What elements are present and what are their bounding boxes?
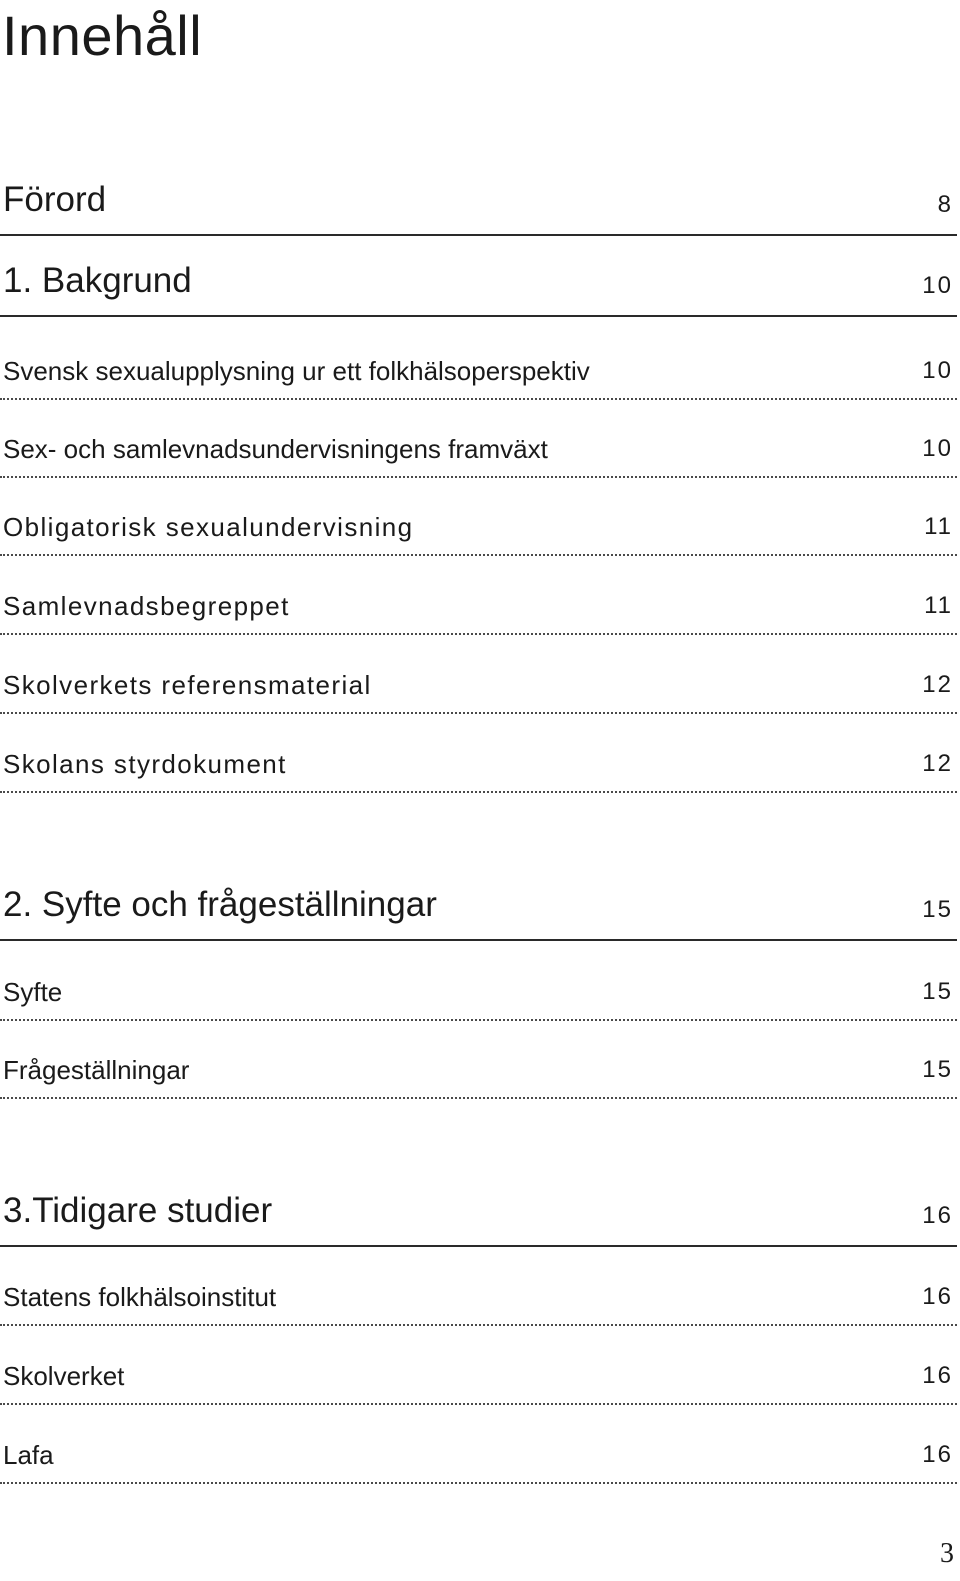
toc-entry-page: 8 <box>937 191 953 218</box>
toc-entry-label: Lafa <box>3 1440 54 1470</box>
toc-entry[interactable] <box>0 512 957 556</box>
toc-entry[interactable] <box>0 670 957 714</box>
toc-entry-page: 12 <box>922 671 953 698</box>
toc-entry-page: 16 <box>922 1362 953 1389</box>
toc-entry-label: Obligatorisk sexualundervisning <box>3 512 414 542</box>
toc-entry-page: 11 <box>924 592 953 619</box>
toc-entry-label: Svensk sexualupplysning ur ett folkhälsoperspektiv <box>3 356 590 386</box>
toc-section-page: 10 <box>922 272 953 299</box>
toc-entry-label: Skolverkets referensmaterial <box>3 670 372 700</box>
toc-entry[interactable] <box>0 591 957 635</box>
toc-entry-page: 15 <box>922 978 953 1005</box>
toc-section-heading[interactable] <box>0 261 957 317</box>
toc-entry-label: Frågeställningar <box>3 1055 190 1085</box>
toc-entry-label: Sex- och samlevnadsundervisningens framväxt <box>3 434 548 464</box>
page-number: 3 <box>940 1538 954 1569</box>
page-title: Innehåll <box>2 4 203 67</box>
toc-entry-page: 10 <box>922 435 953 462</box>
toc-entry[interactable] <box>0 434 957 478</box>
toc-section-label: 2. Syfte och frågeställningar <box>3 885 437 924</box>
toc-section-heading[interactable] <box>0 885 957 941</box>
toc-entry-page: 16 <box>922 1441 953 1468</box>
toc-entry[interactable] <box>0 1440 957 1484</box>
toc-entry-page: 11 <box>924 513 953 540</box>
toc-entry[interactable] <box>0 749 957 793</box>
toc-entry-label: Samlevnadsbegreppet <box>3 591 290 621</box>
toc-entry-page: 16 <box>922 1283 953 1310</box>
toc-entry-label: Skolans styrdokument <box>3 749 287 779</box>
toc-entry-forord[interactable] <box>0 180 957 236</box>
toc-entry[interactable] <box>0 977 957 1021</box>
toc-entry[interactable] <box>0 356 957 400</box>
toc-entry[interactable] <box>0 1055 957 1099</box>
toc-section-label: 3.Tidigare studier <box>3 1191 273 1230</box>
toc-entry-label: Skolverket <box>3 1361 125 1391</box>
toc-section-label: 1. Bakgrund <box>3 261 192 300</box>
toc-section-page: 16 <box>922 1202 953 1229</box>
toc-entry[interactable] <box>0 1361 957 1405</box>
toc-entry-label: Förord <box>3 180 107 219</box>
toc-section-heading[interactable] <box>0 1191 957 1247</box>
toc-entry-page: 10 <box>922 357 953 384</box>
toc-entry-label: Statens folkhälsoinstitut <box>3 1282 277 1312</box>
toc-entry-label: Syfte <box>3 977 63 1007</box>
toc-entry-page: 12 <box>922 750 953 777</box>
toc-entry[interactable] <box>0 1282 957 1326</box>
toc-section-page: 15 <box>922 896 953 923</box>
toc-entry-page: 15 <box>922 1056 953 1083</box>
